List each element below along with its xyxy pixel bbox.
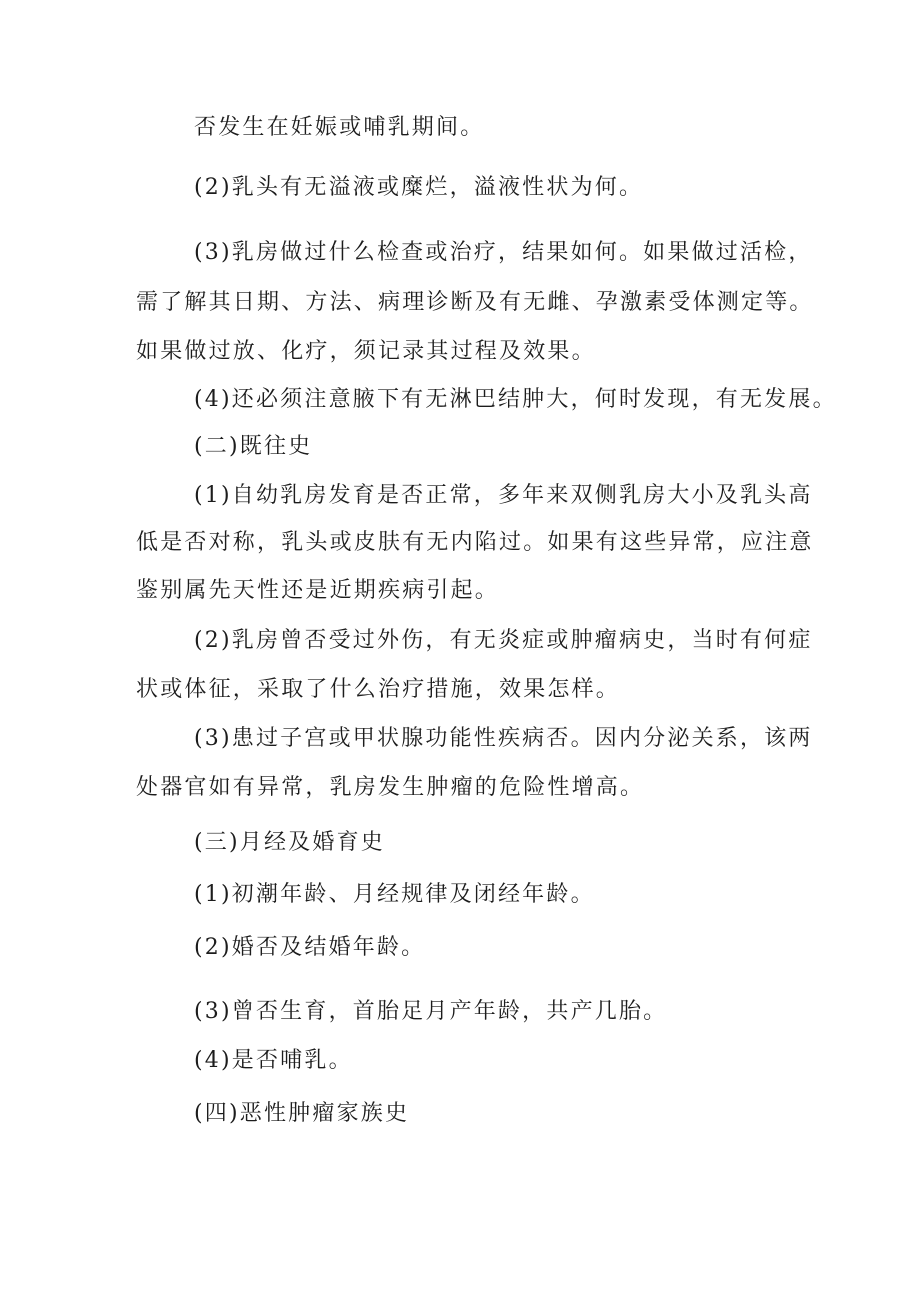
text-line: 需了解其日期、方法、病理诊断及有无雌、孕激素受体测定等。 xyxy=(136,290,814,315)
text-line: (4)还必须注意腋下有无淋巴结肿大，何时发现，有无发展。 xyxy=(194,387,837,412)
text-line: 处器官如有异常，乳房发生肿瘤的危险性增高。 xyxy=(136,775,645,800)
text-line: 鉴别属先天性还是近期疾病引起。 xyxy=(136,578,500,603)
text-line: 否发生在妊娠或哺乳期间。 xyxy=(194,115,485,140)
section-heading: (三)月经及婚育史 xyxy=(194,830,385,855)
text-line: (1)自幼乳房发育是否正常，多年来双侧乳房大小及乳头高 xyxy=(194,483,813,508)
section-heading: (二)既往史 xyxy=(194,434,313,459)
section-heading: (四)恶性肿瘤家族史 xyxy=(194,1101,410,1126)
text-line: 低是否对称，乳头或皮肤有无内陷过。如果有这些异常，应注意 xyxy=(136,530,814,555)
text-line: (1)初潮年龄、月经规律及闭经年龄。 xyxy=(194,882,595,907)
text-line: (2)婚否及结婚年龄。 xyxy=(194,935,426,960)
text-line: (3)曾否生育，首胎足月产年龄，共产几胎。 xyxy=(194,999,668,1024)
text-line: (4)是否哺乳。 xyxy=(194,1048,353,1073)
text-line: 如果做过放、化疗，须记录其过程及效果。 xyxy=(136,339,596,364)
text-line: (3)患过子宫或甲状腺功能性疾病否。因内分泌关系，该两 xyxy=(194,726,813,751)
text-line: (2)乳头有无溢液或糜烂，溢液性状为何。 xyxy=(194,175,644,200)
text-line: (2)乳房曾否受过外伤，有无炎症或肿瘤病史，当时有何症 xyxy=(194,628,813,653)
text-line: 状或体征，采取了什么治疗措施，效果怎样。 xyxy=(136,677,621,702)
text-line: (3)乳房做过什么检查或治疗，结果如何。如果做过活检， xyxy=(194,240,813,265)
